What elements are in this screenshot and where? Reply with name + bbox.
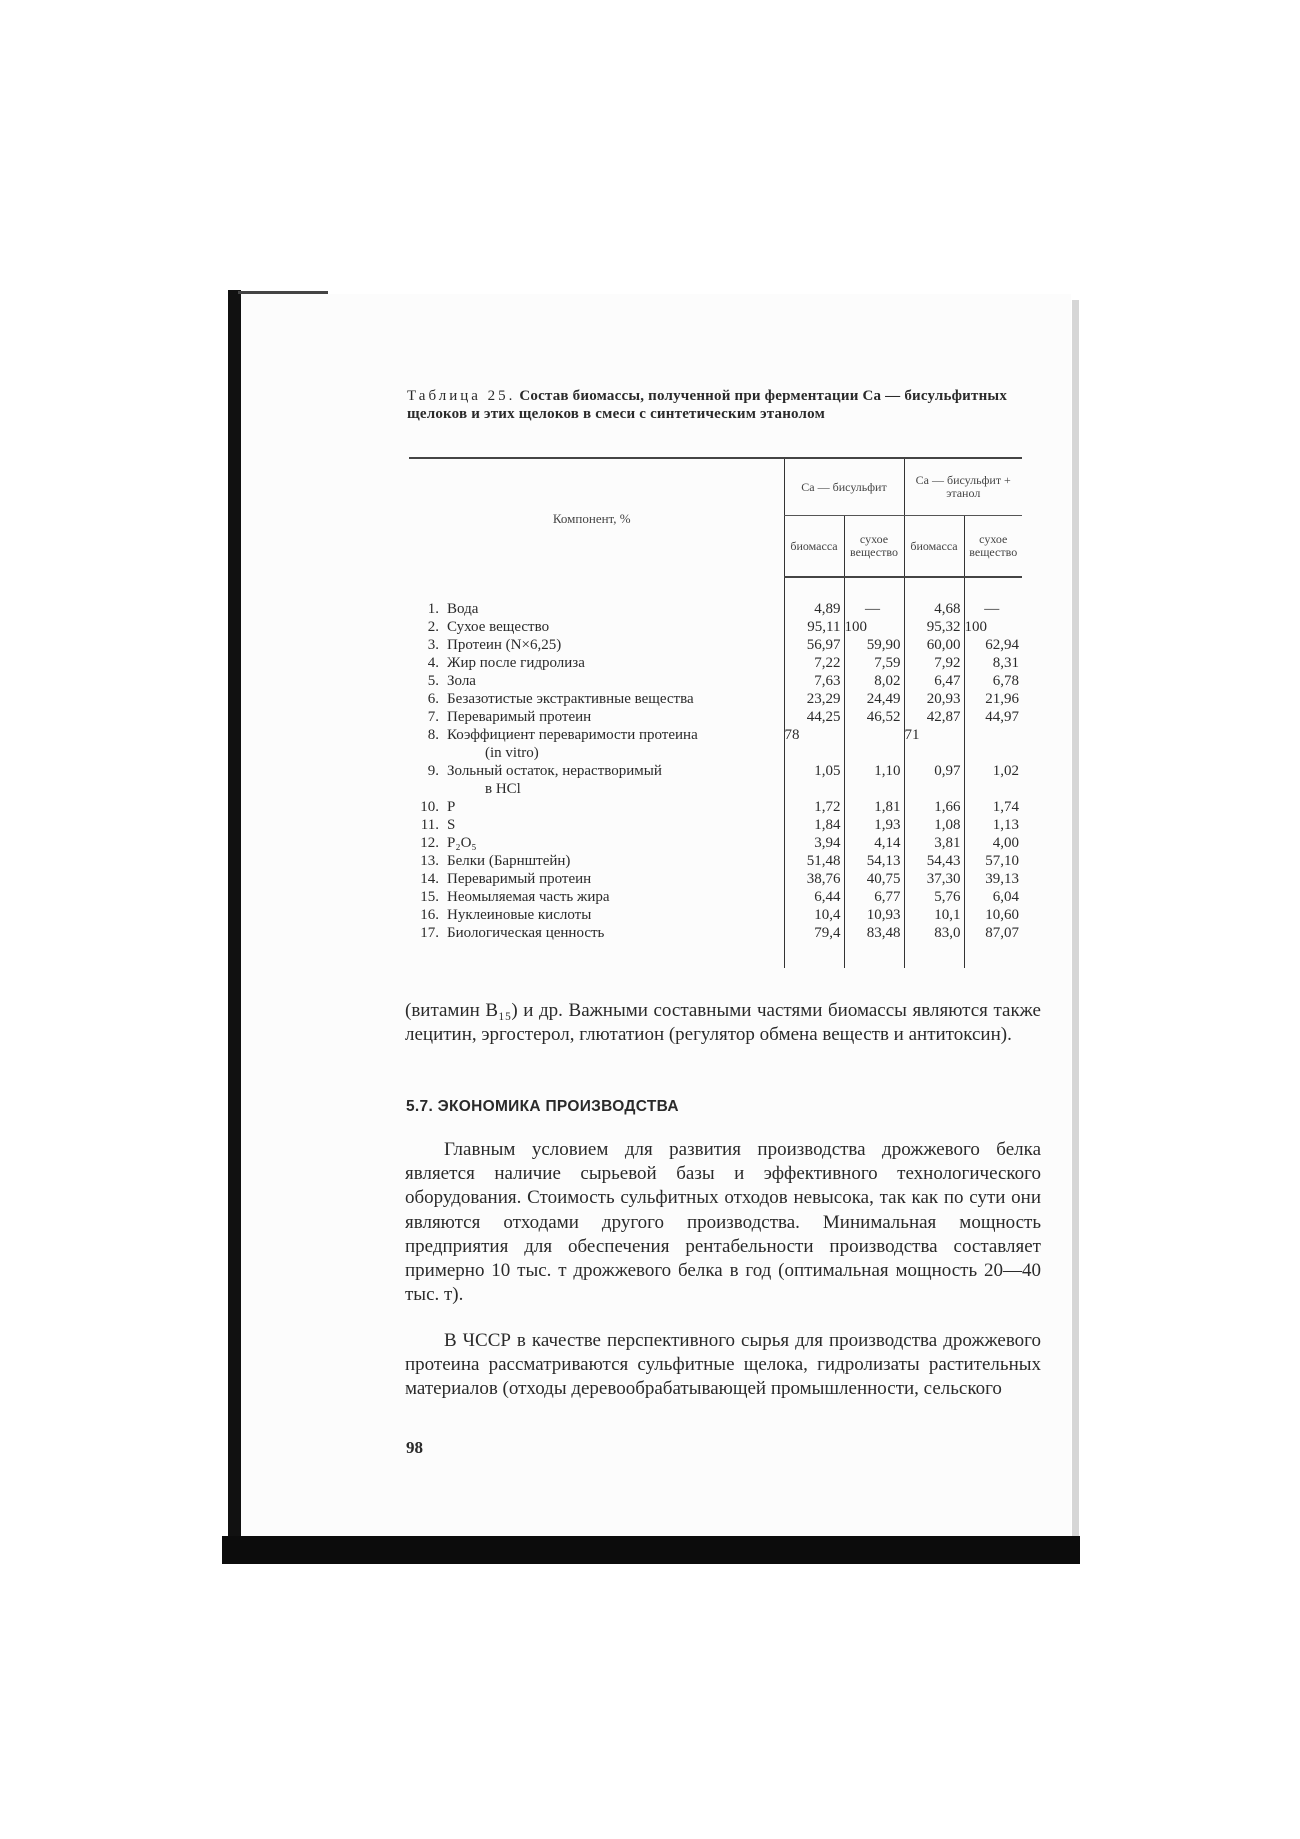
cell-biomass-2: 83,0 <box>904 924 964 942</box>
table-row <box>409 834 1022 852</box>
table-row <box>409 672 1022 690</box>
row-label: Переваримый протеин <box>447 871 592 887</box>
cell-dry-2: 21,96 <box>964 690 1022 708</box>
header-group-bisulfite-ethanol: Са — бисульфит + этанол <box>904 458 1022 516</box>
row-number: 16. <box>420 907 439 923</box>
cell-biomass-1: 95,11 <box>784 618 844 636</box>
table-row <box>409 600 1022 618</box>
cell-dry-2: 39,13 <box>964 870 1022 888</box>
paragraph-raw-materials: В ЧССР в качестве перспективного сырья для производства дрожжевого протеина рассматриваются сульфитные щелока, гидролизаты растительных материалов (отходы деревообрабатывающей промышленности, сельского <box>405 1330 1041 1400</box>
table-caption-title: Состав биомассы, полученной при ферментации Са — бисульфитных щелоков и этих щелоков в смеси с синтетическим этанолом <box>407 388 1008 422</box>
cell-biomass-2: 7,92 <box>904 654 964 672</box>
row-label: Белки (Барнштейн) <box>447 853 571 869</box>
cell-biomass-2: 5,76 <box>904 888 964 906</box>
row-number: 11. <box>420 817 439 833</box>
table-caption-label: Таблица 25. <box>407 388 516 404</box>
cell-biomass-2: 1,66 <box>904 798 964 816</box>
table-row <box>409 690 1022 708</box>
cell-dry-2: 1,13 <box>964 816 1022 834</box>
row-label: Переваримый протеин <box>447 709 592 725</box>
header-biomass-2: биомасса <box>904 516 964 578</box>
cell-biomass-1: 79,4 <box>784 924 844 942</box>
cell-biomass-2: 60,00 <box>904 636 964 654</box>
cell-biomass-1: 4,89 <box>784 600 844 618</box>
cell-biomass-2: 10,1 <box>904 906 964 924</box>
cell-dry-2 <box>964 726 1022 762</box>
cell-biomass-2: 54,43 <box>904 852 964 870</box>
cell-dry-1: 1,93 <box>844 816 904 834</box>
table-row <box>409 708 1022 726</box>
table-row <box>409 924 1022 942</box>
cell-biomass-2: 4,68 <box>904 600 964 618</box>
row-label: Нуклеиновые кислоты <box>447 907 592 923</box>
table-body <box>409 577 1022 968</box>
cell-dry-1: — <box>844 600 904 618</box>
cell-biomass-1: 44,25 <box>784 708 844 726</box>
cell-dry-2: 44,97 <box>964 708 1022 726</box>
header-component: Компонент, % <box>409 458 784 577</box>
row-number: 1. <box>427 601 439 617</box>
row-number: 14. <box>420 871 439 887</box>
cell-dry-1 <box>844 726 904 762</box>
table-row <box>409 618 1022 636</box>
table-row <box>409 870 1022 888</box>
cell-biomass-1: 23,29 <box>784 690 844 708</box>
cell-dry-1: 83,48 <box>844 924 904 942</box>
cell-dry-2: 6,04 <box>964 888 1022 906</box>
row-number: 2. <box>427 619 439 635</box>
cell-dry-1: 6,77 <box>844 888 904 906</box>
scan-border-right <box>1072 300 1079 1540</box>
header-biomass-1: биомасса <box>784 516 844 578</box>
cell-biomass-1: 38,76 <box>784 870 844 888</box>
header-dry-2: сухое вещество <box>964 516 1022 578</box>
table-row <box>409 816 1022 834</box>
row-label: Жир после гидролиза <box>447 655 585 671</box>
cell-biomass-1: 7,22 <box>784 654 844 672</box>
paragraph-economics: Главным условием для развития производства дрожжевого белка является наличие сырьевой базы и эффективного технологического оборудования. Стоимость сульфитных отходов невысока, так как по сути они являются отходами другого производства. Минимальная мощность предприятия для обеспечения рентабельности производства составляет примерно 10 тыс. т дрожжевого белка в год (оптимальная мощность 20—40 тыс. т). <box>405 1139 1041 1306</box>
row-number: 13. <box>420 853 439 869</box>
scan-border-left <box>228 290 241 1560</box>
cell-biomass-2: 6,47 <box>904 672 964 690</box>
cell-biomass-2: 1,08 <box>904 816 964 834</box>
composition-table <box>409 457 1022 968</box>
header-group-bisulfite: Са — бисульфит <box>784 458 904 516</box>
cell-dry-1: 7,59 <box>844 654 904 672</box>
cell-biomass-1: 51,48 <box>784 852 844 870</box>
row-label: Безазотистые экстрактивные вещества <box>447 691 694 707</box>
row-label: S <box>447 817 456 833</box>
cell-dry-1: 8,02 <box>844 672 904 690</box>
cell-dry-2: 57,10 <box>964 852 1022 870</box>
row-label: Зольный остаток, нерастворимый <box>447 763 662 779</box>
cell-dry-2: 1,02 <box>964 762 1022 798</box>
cell-biomass-1: 3,94 <box>784 834 844 852</box>
table-row <box>409 636 1022 654</box>
header-dry-1: сухое вещество <box>844 516 904 578</box>
cell-biomass-1: 7,63 <box>784 672 844 690</box>
cell-dry-2: 1,74 <box>964 798 1022 816</box>
cell-dry-2: 10,60 <box>964 906 1022 924</box>
row-number: 7. <box>427 709 439 725</box>
row-number: 8. <box>427 727 439 743</box>
row-number: 3. <box>427 637 439 653</box>
table-row <box>409 906 1022 924</box>
table-row <box>409 726 1022 762</box>
cell-biomass-2: 95,32 <box>904 618 964 636</box>
page-number: 98 <box>406 1438 423 1457</box>
cell-dry-2: 100 <box>964 618 1022 636</box>
table-row <box>409 888 1022 906</box>
cell-dry-2: 62,94 <box>964 636 1022 654</box>
row-number: 12. <box>420 835 439 851</box>
row-label: Сухое вещество <box>447 619 550 635</box>
cell-biomass-2: 3,81 <box>904 834 964 852</box>
cell-biomass-1: 56,97 <box>784 636 844 654</box>
section-title: 5.7. ЭКОНОМИКА ПРОИЗВОДСТВА <box>406 1098 679 1115</box>
cell-dry-2: 8,31 <box>964 654 1022 672</box>
cell-dry-1: 40,75 <box>844 870 904 888</box>
row-number: 4. <box>427 655 439 671</box>
cell-dry-2: 87,07 <box>964 924 1022 942</box>
row-number: 17. <box>420 925 439 941</box>
row-label: Вода <box>447 601 479 617</box>
row-number: 9. <box>427 763 439 779</box>
cell-biomass-1: 1,72 <box>784 798 844 816</box>
row-label: Протеин (N×6,25) <box>447 637 562 653</box>
cell-dry-1: 24,49 <box>844 690 904 708</box>
cell-biomass-2: 0,97 <box>904 762 964 798</box>
table-caption <box>407 387 1037 423</box>
row-label: Неомыляемая часть жира <box>447 889 610 905</box>
table-row <box>409 798 1022 816</box>
cell-biomass-2: 42,87 <box>904 708 964 726</box>
row-label-continuation: в HCl <box>485 781 521 797</box>
cell-biomass-1: 10,4 <box>784 906 844 924</box>
table-row <box>409 762 1022 798</box>
table-row <box>409 852 1022 870</box>
cell-dry-2: — <box>964 600 1022 618</box>
row-label: Коэффициент переваримости протеина <box>447 727 698 743</box>
cell-dry-1: 54,13 <box>844 852 904 870</box>
row-number: 5. <box>427 673 439 689</box>
row-number: 6. <box>427 691 439 707</box>
cell-biomass-1: 1,84 <box>784 816 844 834</box>
row-label: P₂O₅ <box>447 835 477 851</box>
row-label: P <box>447 799 456 815</box>
cell-biomass-2: 20,93 <box>904 690 964 708</box>
row-number: 10. <box>420 799 439 815</box>
cell-biomass-1: 6,44 <box>784 888 844 906</box>
row-label: Зола <box>447 673 476 689</box>
cell-dry-1: 1,10 <box>844 762 904 798</box>
cell-dry-1: 1,81 <box>844 798 904 816</box>
cell-dry-1: 100 <box>844 618 904 636</box>
cell-biomass-1: 1,05 <box>784 762 844 798</box>
paragraph-vitamins: (витамин B₁₅) и др. Важными составными частями биомассы являются также лецитин, эргостерол, глютатион (регулятор обмена веществ и антитоксин). <box>405 1000 1041 1046</box>
cell-dry-2: 6,78 <box>964 672 1022 690</box>
row-label: Биологическая ценность <box>447 925 605 941</box>
row-number: 15. <box>420 889 439 905</box>
cell-dry-1: 4,14 <box>844 834 904 852</box>
cell-dry-1: 46,52 <box>844 708 904 726</box>
cell-biomass-2: 37,30 <box>904 870 964 888</box>
row-label-continuation: (in vitro) <box>485 745 539 761</box>
cell-biomass-1: 78 <box>784 726 844 762</box>
cell-biomass-2: 71 <box>904 726 964 762</box>
cell-dry-1: 59,90 <box>844 636 904 654</box>
scan-border-top <box>238 291 328 294</box>
cell-dry-2: 4,00 <box>964 834 1022 852</box>
scan-border-bottom <box>222 1536 1080 1564</box>
table-row <box>409 654 1022 672</box>
cell-dry-1: 10,93 <box>844 906 904 924</box>
